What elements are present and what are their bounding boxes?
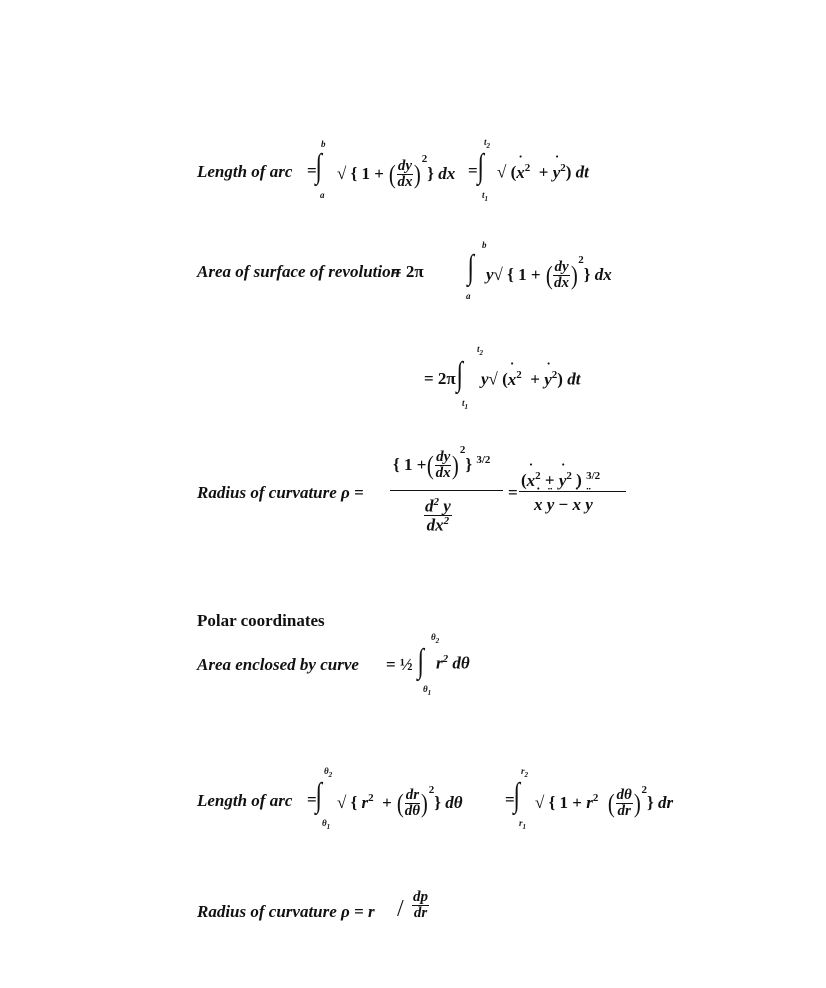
upper-limit: $\theta_2$ <box>324 766 333 779</box>
equals-sign: = <box>307 790 317 809</box>
radius-curvature-label: Radius of curvature ρ = <box>197 483 364 502</box>
equals-sign: = <box>508 483 518 502</box>
denominator-2: ˙ x ¨ y − ˙ x ¨ y <box>534 495 593 515</box>
integrand: $r^2$ dθ <box>436 653 470 673</box>
equals-two-pi: = 2π <box>424 369 456 388</box>
integral-sign-icon: ∫ <box>477 148 484 185</box>
numerator-1: { 1 +( $\frac{dy}{dx}$ )$^2$} $^{3/2}$ <box>393 444 491 481</box>
integrand-1: √ { 1 + ( $\frac{dy}{dx}$ )$^2$} dx <box>337 153 456 190</box>
section-heading-polar: Polar coordinates <box>197 611 325 630</box>
upper-limit: b <box>321 139 326 149</box>
upper-limit: $t_2$ <box>484 137 491 150</box>
numerator-2: (˙ $x^2$ + ˙ $y^2$ ) $^{3/2}$ <box>521 470 600 491</box>
upper-limit: $\theta_2$ <box>431 632 440 645</box>
division-slash: / <box>397 896 404 922</box>
integral-sign-icon: ∫ <box>513 777 520 814</box>
upper-limit: $t_2$ <box>477 344 484 357</box>
lower-limit: $t_1$ <box>462 398 469 411</box>
integral-sign-icon: ∫ <box>417 643 424 680</box>
integral-sign-icon: ∫ <box>456 356 463 393</box>
lower-limit: $t_1$ <box>482 190 489 203</box>
integrand-2: √ { $1 + r^2$ ( $\frac{d\theta}{dr}$ )$^2$} dr <box>535 784 674 819</box>
integrand: y√ { 1 + ( $\frac{dy}{dx}$ )$^2$} dx <box>486 254 612 291</box>
lower-limit: a <box>320 190 325 200</box>
equals-sign: = <box>505 790 515 809</box>
upper-limit: b <box>482 240 487 250</box>
dp-dr-fraction: $\frac{dp}{dr}$ <box>413 889 428 921</box>
integral-sign-icon: ∫ <box>315 777 322 814</box>
arc-length-label: Length of arc <box>197 162 293 181</box>
integrand: y√ (˙ $x^2$ + ˙ $y^2$) dt <box>481 369 580 390</box>
integrand-1: √ { $r^2$ + ( $\frac{dr}{d\theta}$ )$^2$} dθ <box>337 784 463 819</box>
denominator-1: $\frac{d^2 y}{dx^2}$ <box>425 496 451 535</box>
integrand-2: √ (˙ $x^2$ + ˙ $y^2$) dt <box>497 162 589 183</box>
equals-half: = ½ <box>386 655 413 674</box>
lower-limit: $r_1$ <box>519 818 527 831</box>
surface-revolution-label: Area of surface of revolution <box>197 262 401 281</box>
radius-curvature-polar-label: Radius of curvature ρ = r <box>197 902 375 921</box>
integral-sign-icon: ∫ <box>315 148 322 185</box>
lower-limit: $\theta_1$ <box>322 818 331 831</box>
lower-limit: $\theta_1$ <box>423 684 432 697</box>
upper-limit: $r_2$ <box>521 766 529 779</box>
area-polar-label: Area enclosed by curve <box>197 655 359 674</box>
equals-sign: = <box>307 161 317 180</box>
fraction-bar <box>390 490 503 491</box>
lower-limit: a <box>466 291 471 301</box>
integral-sign-icon: ∫ <box>467 249 474 286</box>
equals-two-pi: = 2π <box>392 262 424 281</box>
equals-sign: = <box>468 161 478 180</box>
arc-length-polar-label: Length of arc <box>197 791 293 810</box>
